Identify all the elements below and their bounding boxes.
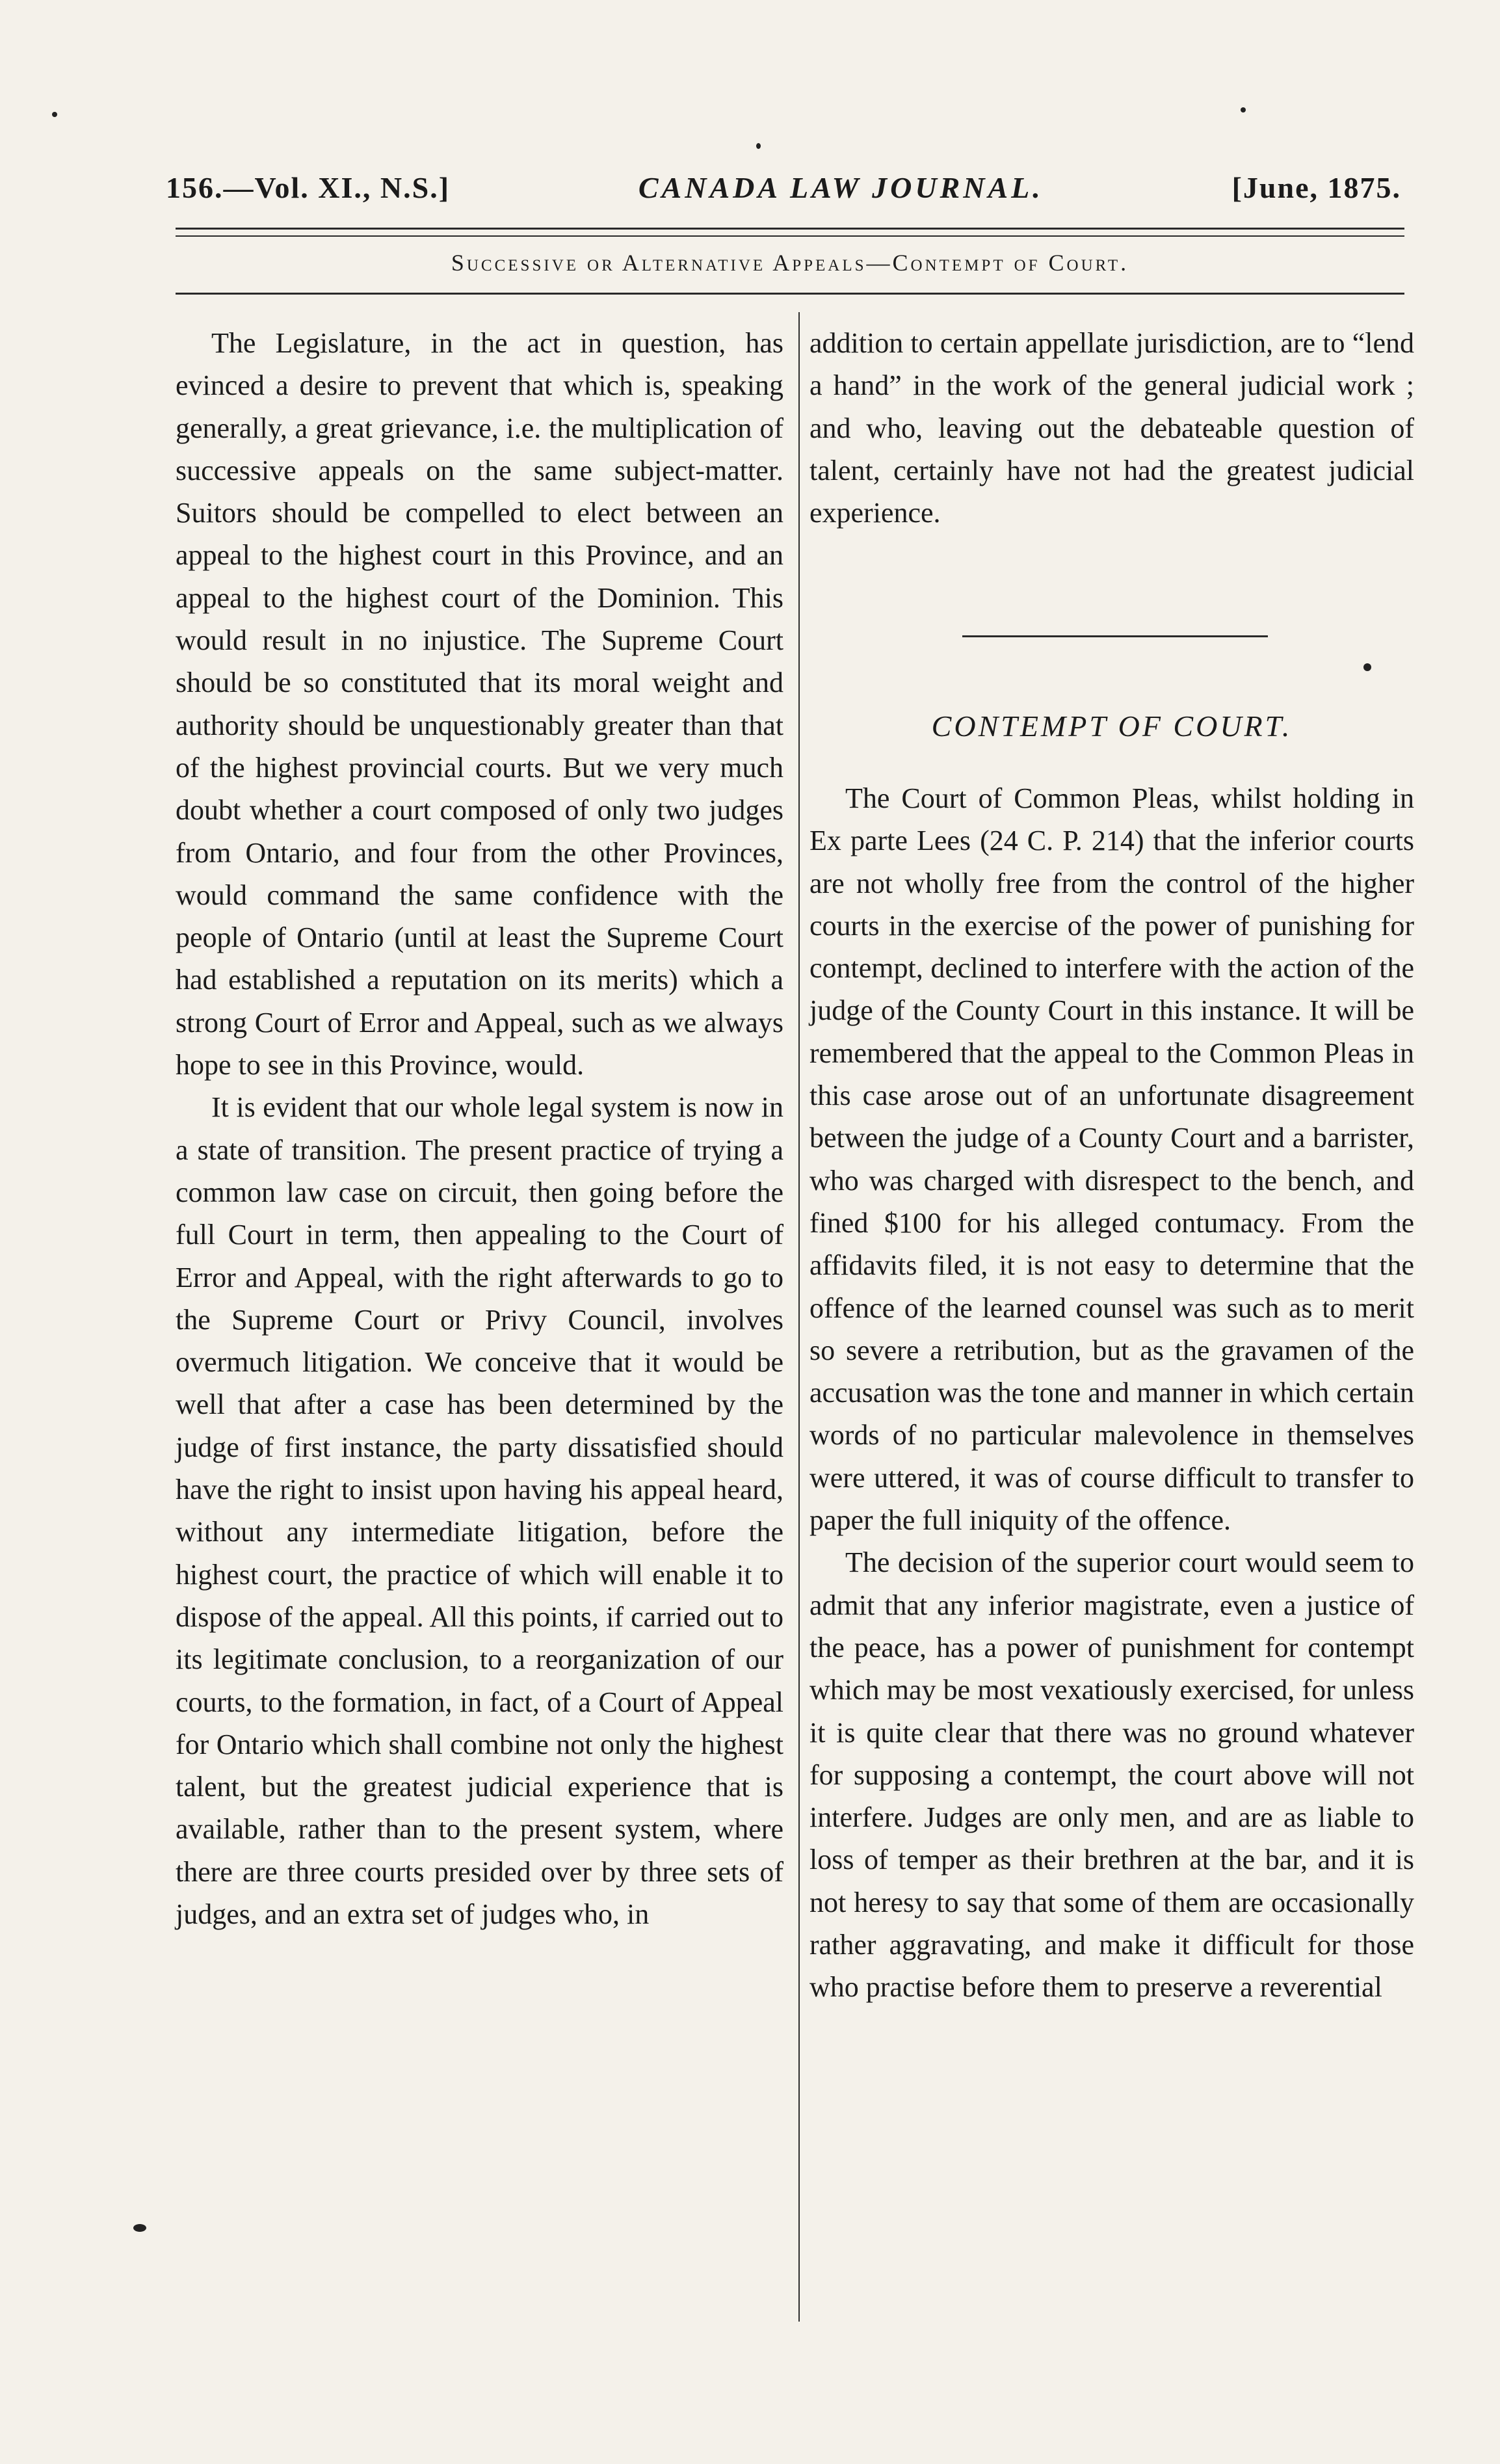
speck-mark	[133, 2224, 146, 2232]
left-paragraph-2: It is evident that our whole legal system is now in a state of transition. The present practice of trying a common law case on circuit, then going before the full Court in term, then appealing to the Court of Error and Appeal, with the right afterwards to go to the Supreme Court or Privy Council, involves overmuch litigation. We conceive that it would be well that after a case has been determined by the judge of first instance, the party dissatisfied should have the right to insist upon having his appeal heard, without any intermediate litigation, before the highest court, the practice of which will enable it to dispose of the appeal. All this points, if carried out to its legitimate conclusion, to a reorganization of our courts, to the formation, in fact, of a Court of Appeal for Ontario which shall combine not only the highest talent, but the greatest judicial experience that is available, rather than to the present system, where there are three courts presided over by three sets of judges, and an extra set of judges who, in	[176, 1091, 783, 1930]
left-paragraph-1: The Legislature, in the act in question, has evinced a desire to prevent that which is, speaking generally, a great grievance, i.e. the multiplication of successive appeals on the same subject-matter. Suitors should be compelled to elect between an appeal to the highest court in this Province, and an appeal to the highest court of the Dominion. This would result in no injustice. The Supreme Court should be so constituted that its moral weight and authority should be unquestionably greater than that of the highest provincial courts. But we very much doubt whether a court composed of only two judges from Ontario, and four from the other Provinces, would command the same confidence with the people of Ontario (until at least the Supreme Court had established a reputation on its merits) which a strong Court of Error and Appeal, such as we always hope to see in this Province, would.	[176, 327, 783, 1081]
article-title: CONTEMPT OF COURT.	[931, 709, 1293, 743]
header-rule-bottom	[176, 235, 1404, 237]
speck-mark	[1241, 107, 1246, 113]
running-header	[166, 170, 1401, 205]
section-heading: Successive or Alternative Appeals—Contempt of Court.	[451, 250, 1129, 276]
article-separator	[962, 635, 1268, 637]
section-rule	[176, 293, 1404, 295]
issue-date: [June, 1875.	[1231, 171, 1401, 204]
left-column	[176, 322, 783, 1935]
speck-mark	[1363, 663, 1371, 671]
right-paragraph-1: The Court of Common Pleas, whilst holding in Ex parte Lees (24 C. P. 214) that the inferior courts are not wholly free from the control of the higher courts in the exercise of the power of punishing for contempt, declined to interfere with the action of the judge of the County Court in this instance. It will be remembered that the appeal to the Common Pleas in this case arose out of an unfortunate disagreement between the judge of a County Court and a barrister, who was charged with disrespect to the bench, and fined $100 for his alleged contumacy. From the affidavits filed, it is not easy to determine that the offence of the learned counsel was such as to merit so severe a retribution, but as the gravamen of the accusation was the tone and manner in which certain words of no particular malevolence in themselves were uttered, it was of course difficult to transfer to paper the full iniquity of the offence.	[809, 782, 1414, 1537]
journal-title: CANADA LAW JOURNAL.	[638, 171, 1044, 204]
continuation-paragraph: addition to certain appellate jurisdiction, are to “lend a hand” in the work of the general judicial work ; and who, leaving out the debateable question of talent, certainly have not had the greatest judicial experience.	[809, 327, 1414, 529]
column-divider	[798, 312, 800, 2322]
page-volume: 156.—Vol. XI., N.S.]	[166, 171, 451, 204]
right-paragraph-2: The decision of the superior court would seem to admit that any inferior magistrate, even a justice of the peace, has a power of punishment for contempt which may be most vexatiously exercised, for unless it is quite clear that there was no ground whatever for supposing a contempt, the court above will not interfere. Judges are only men, and are as liable to loss of temper as their brethren at the bar, and it is not heresy to say that some of them are occasionally rather aggravating, and make it difficult for those who practise before them to preserve a reverential	[809, 1546, 1414, 2004]
speck-mark	[52, 112, 57, 117]
header-rule-top	[176, 228, 1404, 230]
right-column-article	[809, 777, 1414, 2009]
speck-mark	[756, 143, 761, 149]
right-column-continuation	[809, 322, 1414, 534]
